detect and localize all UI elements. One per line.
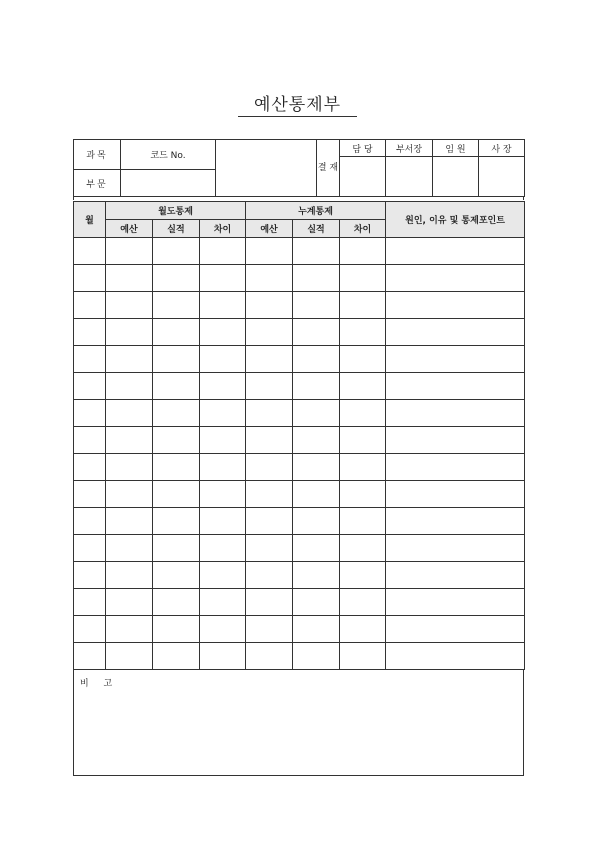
cumulative-actual-header: 실적 <box>293 220 340 238</box>
budget-table <box>73 201 525 670</box>
cumulative-diff-header: 차이 <box>340 220 386 238</box>
cumulative-actual-cell[interactable] <box>293 292 340 319</box>
cumulative-actual-cell[interactable] <box>293 508 340 535</box>
monthly-actual-cell[interactable] <box>153 265 200 292</box>
cause-cell[interactable] <box>386 616 525 643</box>
monthly-diff-cell[interactable] <box>200 400 246 427</box>
month-cell[interactable] <box>74 427 106 454</box>
table-row <box>74 589 525 616</box>
cumulative-budget-cell[interactable] <box>246 319 293 346</box>
monthly-diff-cell[interactable] <box>200 562 246 589</box>
monthly-diff-cell[interactable] <box>200 589 246 616</box>
cumulative-actual-cell[interactable] <box>293 400 340 427</box>
monthly-diff-cell[interactable] <box>200 508 246 535</box>
cause-cell[interactable] <box>386 562 525 589</box>
month-cell[interactable] <box>74 616 106 643</box>
cause-cell[interactable] <box>386 265 525 292</box>
sign-box-president[interactable] <box>479 157 525 197</box>
monthly-diff-cell[interactable] <box>200 427 246 454</box>
monthly-diff-cell[interactable] <box>200 265 246 292</box>
cause-cell[interactable] <box>386 589 525 616</box>
monthly-actual-cell[interactable] <box>153 589 200 616</box>
approval-label: 결 재 <box>317 140 340 197</box>
monthly-diff-cell[interactable] <box>200 481 246 508</box>
cause-cell[interactable] <box>386 535 525 562</box>
cause-cell[interactable] <box>386 508 525 535</box>
table-row <box>74 481 525 508</box>
table-row <box>74 238 525 265</box>
table-row <box>74 265 525 292</box>
cause-cell[interactable] <box>386 292 525 319</box>
cumulative-budget-cell[interactable] <box>246 508 293 535</box>
monthly-budget-cell[interactable] <box>106 535 153 562</box>
cumulative-actual-cell[interactable] <box>293 319 340 346</box>
budget-rows <box>74 238 525 670</box>
cumulative-budget-cell[interactable] <box>246 616 293 643</box>
cause-cell[interactable] <box>386 373 525 400</box>
table-row <box>74 427 525 454</box>
monthly-actual-cell[interactable] <box>153 319 200 346</box>
monthly-diff-cell[interactable] <box>200 643 246 670</box>
cumulative-actual-cell[interactable] <box>293 373 340 400</box>
cumulative-diff-cell[interactable] <box>340 346 386 373</box>
cumulative-diff-cell[interactable] <box>340 481 386 508</box>
cumulative-budget-cell[interactable] <box>246 535 293 562</box>
title-underline <box>238 116 357 117</box>
monthly-actual-cell[interactable] <box>153 454 200 481</box>
month-cell[interactable] <box>74 265 106 292</box>
month-cell[interactable] <box>74 319 106 346</box>
cause-cell[interactable] <box>386 481 525 508</box>
cumulative-actual-cell[interactable] <box>293 643 340 670</box>
subject-label: 과목 <box>74 140 121 170</box>
cumulative-actual-cell[interactable] <box>293 535 340 562</box>
cumulative-budget-cell[interactable] <box>246 292 293 319</box>
monthly-actual-cell[interactable] <box>153 508 200 535</box>
month-cell[interactable] <box>74 481 106 508</box>
cause-cell[interactable] <box>386 454 525 481</box>
sign-box-executive[interactable] <box>433 157 479 197</box>
cumulative-diff-cell[interactable] <box>340 400 386 427</box>
monthly-actual-cell[interactable] <box>153 643 200 670</box>
monthly-control-header: 월도통제 <box>106 202 246 220</box>
month-cell[interactable] <box>74 373 106 400</box>
monthly-actual-cell[interactable] <box>153 373 200 400</box>
cumulative-budget-cell[interactable] <box>246 373 293 400</box>
month-cell[interactable] <box>74 400 106 427</box>
monthly-actual-cell[interactable] <box>153 481 200 508</box>
cumulative-diff-cell[interactable] <box>340 238 386 265</box>
cumulative-actual-cell[interactable] <box>293 616 340 643</box>
cumulative-actual-cell[interactable] <box>293 481 340 508</box>
monthly-budget-cell[interactable] <box>106 265 153 292</box>
approver-executive: 임 원 <box>433 140 479 157</box>
remarks-label: 비 고 <box>80 679 119 689</box>
monthly-actual-cell[interactable] <box>153 427 200 454</box>
month-cell[interactable] <box>74 589 106 616</box>
month-cell[interactable] <box>74 292 106 319</box>
monthly-actual-header: 실적 <box>153 220 200 238</box>
cumulative-diff-cell[interactable] <box>340 265 386 292</box>
cumulative-diff-cell[interactable] <box>340 373 386 400</box>
month-cell[interactable] <box>74 643 106 670</box>
monthly-budget-cell[interactable] <box>106 508 153 535</box>
cause-cell[interactable] <box>386 643 525 670</box>
table-row <box>74 346 525 373</box>
monthly-budget-cell[interactable] <box>106 373 153 400</box>
monthly-actual-cell[interactable] <box>153 346 200 373</box>
table-row <box>74 292 525 319</box>
cumulative-budget-cell[interactable] <box>246 427 293 454</box>
table-row <box>74 454 525 481</box>
cause-cell[interactable] <box>386 238 525 265</box>
monthly-budget-cell[interactable] <box>106 427 153 454</box>
cumulative-budget-cell[interactable] <box>246 643 293 670</box>
cumulative-budget-cell[interactable] <box>246 400 293 427</box>
cumulative-diff-cell[interactable] <box>340 319 386 346</box>
cause-cell[interactable] <box>386 400 525 427</box>
monthly-actual-cell[interactable] <box>153 535 200 562</box>
monthly-diff-cell[interactable] <box>200 319 246 346</box>
cumulative-actual-cell[interactable] <box>293 427 340 454</box>
monthly-diff-cell[interactable] <box>200 292 246 319</box>
page-title: 예산통제부 <box>253 95 342 115</box>
monthly-budget-cell[interactable] <box>106 643 153 670</box>
monthly-diff-header: 차이 <box>200 220 246 238</box>
cumulative-diff-cell[interactable] <box>340 427 386 454</box>
monthly-budget-cell[interactable] <box>106 454 153 481</box>
cumulative-diff-cell[interactable] <box>340 508 386 535</box>
monthly-budget-cell[interactable] <box>106 616 153 643</box>
cumulative-actual-cell[interactable] <box>293 346 340 373</box>
cumulative-actual-cell[interactable] <box>293 589 340 616</box>
cause-cell[interactable] <box>386 346 525 373</box>
cumulative-diff-cell[interactable] <box>340 589 386 616</box>
month-cell[interactable] <box>74 562 106 589</box>
cumulative-budget-header: 예산 <box>246 220 293 238</box>
monthly-budget-cell[interactable] <box>106 562 153 589</box>
approver-staff: 담 당 <box>340 140 386 157</box>
cumulative-budget-cell[interactable] <box>246 265 293 292</box>
dept-label: 부문 <box>74 170 121 197</box>
sign-box-dept-head[interactable] <box>386 157 433 197</box>
approver-dept-head: 부서장 <box>386 140 433 157</box>
monthly-actual-cell[interactable] <box>153 562 200 589</box>
table-row <box>74 319 525 346</box>
cumulative-actual-cell[interactable] <box>293 265 340 292</box>
monthly-budget-cell[interactable] <box>106 238 153 265</box>
table-row <box>74 508 525 535</box>
table-row <box>74 562 525 589</box>
header-table <box>73 139 525 197</box>
monthly-diff-cell[interactable] <box>200 535 246 562</box>
monthly-diff-cell[interactable] <box>200 346 246 373</box>
month-cell[interactable] <box>74 238 106 265</box>
table-row <box>74 616 525 643</box>
month-cell[interactable] <box>74 508 106 535</box>
cumulative-actual-cell[interactable] <box>293 454 340 481</box>
monthly-diff-cell[interactable] <box>200 373 246 400</box>
cumulative-budget-cell[interactable] <box>246 454 293 481</box>
cumulative-diff-cell[interactable] <box>340 454 386 481</box>
cumulative-budget-cell[interactable] <box>246 589 293 616</box>
monthly-budget-cell[interactable] <box>106 346 153 373</box>
monthly-actual-cell[interactable] <box>153 616 200 643</box>
table-row <box>74 400 525 427</box>
cumulative-budget-cell[interactable] <box>246 346 293 373</box>
monthly-budget-cell[interactable] <box>106 292 153 319</box>
month-header: 월 <box>74 202 106 238</box>
cause-cell[interactable] <box>386 427 525 454</box>
monthly-budget-cell[interactable] <box>106 319 153 346</box>
table-row <box>74 643 525 670</box>
cumulative-control-header: 누계통제 <box>246 202 386 220</box>
monthly-budget-cell[interactable] <box>106 589 153 616</box>
cumulative-diff-cell[interactable] <box>340 292 386 319</box>
monthly-budget-header: 예산 <box>106 220 153 238</box>
remarks-box[interactable] <box>73 670 524 776</box>
monthly-diff-cell[interactable] <box>200 616 246 643</box>
month-cell[interactable] <box>74 346 106 373</box>
cumulative-budget-cell[interactable] <box>246 562 293 589</box>
cumulative-diff-cell[interactable] <box>340 643 386 670</box>
month-cell[interactable] <box>74 454 106 481</box>
cause-header: 원인, 이유 및 통제포인트 <box>386 202 525 238</box>
monthly-budget-cell[interactable] <box>106 481 153 508</box>
table-row <box>74 373 525 400</box>
code-value-cell[interactable] <box>216 140 317 197</box>
monthly-diff-cell[interactable] <box>200 238 246 265</box>
monthly-actual-cell[interactable] <box>153 238 200 265</box>
cumulative-diff-cell[interactable] <box>340 535 386 562</box>
approver-president: 사 장 <box>479 140 525 157</box>
code-label: 코드 No. <box>121 140 216 170</box>
table-row <box>74 535 525 562</box>
dept-value-cell[interactable] <box>121 170 216 197</box>
monthly-budget-cell[interactable] <box>106 400 153 427</box>
cumulative-diff-cell[interactable] <box>340 616 386 643</box>
month-cell[interactable] <box>74 535 106 562</box>
cumulative-actual-cell[interactable] <box>293 238 340 265</box>
monthly-actual-cell[interactable] <box>153 400 200 427</box>
cumulative-diff-cell[interactable] <box>340 562 386 589</box>
cumulative-actual-cell[interactable] <box>293 562 340 589</box>
monthly-diff-cell[interactable] <box>200 454 246 481</box>
header-gap <box>73 196 524 200</box>
cause-cell[interactable] <box>386 319 525 346</box>
monthly-actual-cell[interactable] <box>153 292 200 319</box>
cumulative-budget-cell[interactable] <box>246 238 293 265</box>
sign-box-staff[interactable] <box>340 157 386 197</box>
cumulative-budget-cell[interactable] <box>246 481 293 508</box>
